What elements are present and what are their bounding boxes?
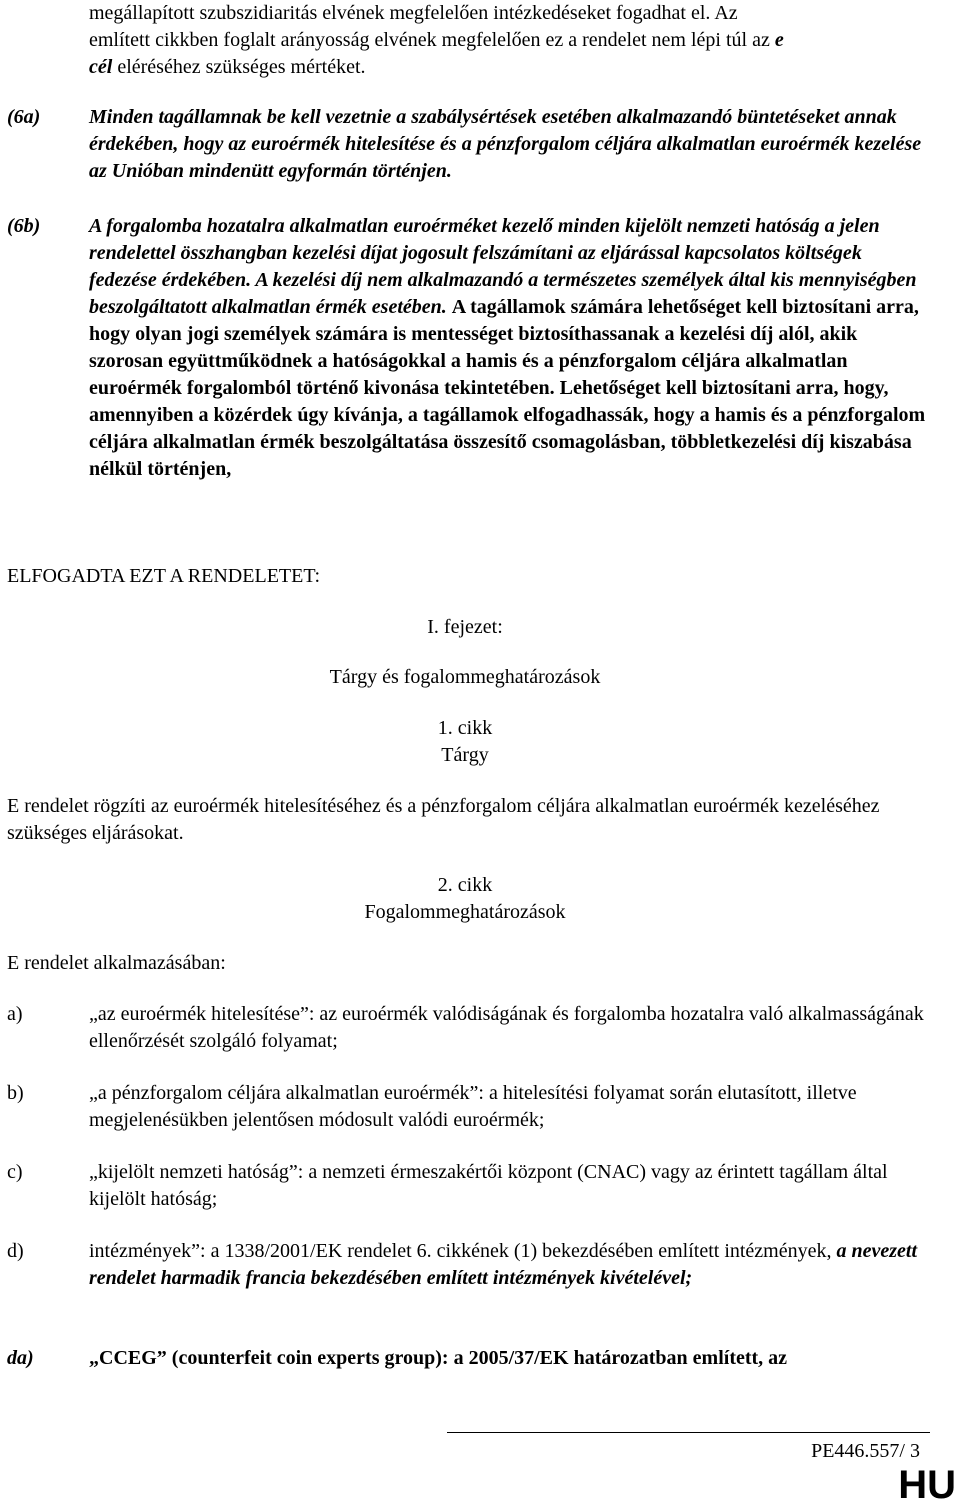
def-b-label: b) xyxy=(7,1082,24,1104)
recital-6b-body xyxy=(89,213,929,483)
recital-6a-text: Minden tagállamnak be kell vezetnie a szabálysértések esetében alkalmazandó büntetéseket annak érdekében, hogy az euroérmék hitelesítése és a pénzforgalom céljára alkalmatlan euroérmék kezelése az Unióban mindenütt egyformán történjen. xyxy=(89,106,922,182)
def-d-plain: intézmények”: a 1338/2001/EK rendelet 6. cikkének (1) bekezdésében említett intézmények, xyxy=(89,1240,832,1262)
def-a-text: „az euroérmék hitelesítése”: az euroérmék valódiságának és forgalomba hozatalra való alkalmasságának ellenőrzését szolgáló folyamat; xyxy=(89,1003,924,1052)
chapter-title: Tárgy és fogalommeghatározások xyxy=(329,666,601,688)
recital-6b-italic: A forgalomba hozatalra alkalmatlan euroérméket kezelő minden kijelölt nemzeti hatóság a jelen rendelettel összhangban kezelési díjat jogosult felszámítani az eljárással kapcsolatos költségek fedezése érdekében. A kezelési díj nem alkalmazandó a természetes személyek által kis mennyiségben beszolgáltatott alkalmatlan érmék esetében. xyxy=(89,215,917,318)
intro-line-1: megállapított szubszidiaritás elvének megfelelően intézkedéseket fogadhat el. Az xyxy=(89,2,738,24)
def-d-bold: a nevezett rendelet harmadik francia bekezdésében említett intézmények kivételével; xyxy=(89,1240,918,1289)
intro-paragraph xyxy=(89,0,929,81)
def-b-text: „a pénzforgalom céljára alkalmatlan euroérmék”: a hitelesítési folyamat során elutasított, illetve megjelenésükben jelentősen módosult valódi euroérmék; xyxy=(89,1082,857,1131)
article-1-title: Tárgy xyxy=(441,744,489,766)
article-1-number: 1. cikk xyxy=(437,717,493,739)
def-a-label: a) xyxy=(7,1003,23,1025)
intro-line-3 xyxy=(89,54,929,81)
language-code: HU xyxy=(898,1463,956,1507)
def-d-body xyxy=(89,1238,929,1292)
intro-line-2 xyxy=(89,27,929,54)
article-1-text: E rendelet rögzíti az euroérmék hitelesítéséhez és a pénzforgalom céljára alkalmatlan euroérmék kezeléséhez szükséges eljárásokat. xyxy=(7,795,880,844)
def-c-text: „kijelölt nemzeti hatóság”: a nemzeti érmeszakértői központ (CNAC) vagy az érintett tagállam által kijelölt hatóság; xyxy=(89,1161,888,1210)
article-2-number: 2. cikk xyxy=(437,874,493,896)
article-2-intro: E rendelet alkalmazásában: xyxy=(7,952,226,974)
article-2-title: Fogalommeghatározások xyxy=(364,901,566,923)
def-d-label: d) xyxy=(7,1240,24,1262)
def-da-label: da) xyxy=(7,1347,34,1369)
recital-6a-label: (6a) xyxy=(7,106,41,128)
footer-divider xyxy=(447,1432,930,1433)
chapter-number: I. fejezet: xyxy=(427,616,503,638)
recital-6b-label: (6b) xyxy=(7,215,41,237)
intro-line-3-rest: eléréséhez szükséges mértéket. xyxy=(112,56,366,78)
intro-line-2-text: említett cikkben foglalt arányosság elvének megfelelően ez a rendelet nem lépi túl az xyxy=(89,29,770,51)
def-da-text: „CCEG” (counterfeit coin experts group): a 2005/37/EK határozatban említett, az xyxy=(89,1347,788,1369)
adopted-statement: ELFOGADTA EZT A RENDELETET: xyxy=(7,565,321,587)
document-reference: PE446.557/ 3 xyxy=(811,1440,920,1462)
intro-line-2-tail: e xyxy=(774,29,784,51)
intro-line-3-bold: cél xyxy=(89,56,113,78)
recital-6b-bold: A tagállamok számára lehetőséget kell biztosítani arra, hogy olyan jogi személyek számára is mentességet biztosíthassanak a kezelési díj alól, akik szorosan együttműködnek a hatóságokkal a hamis és a pénzforgalom céljára alkalmatlan euroérmék forgalomból történő kivonása tekintetében. Lehetőséget kell biztosítani arra, hogy, amennyiben a közérdek úgy kívánja, a tagállamok elfogadhassák, hogy a hamis és a pénzforgalom céljára alkalmatlan érmék beszolgáltatása összesítő csomagolásban, többletkezelési díj kiszabása nélkül történjen, xyxy=(89,296,926,480)
def-c-label: c) xyxy=(7,1161,23,1183)
